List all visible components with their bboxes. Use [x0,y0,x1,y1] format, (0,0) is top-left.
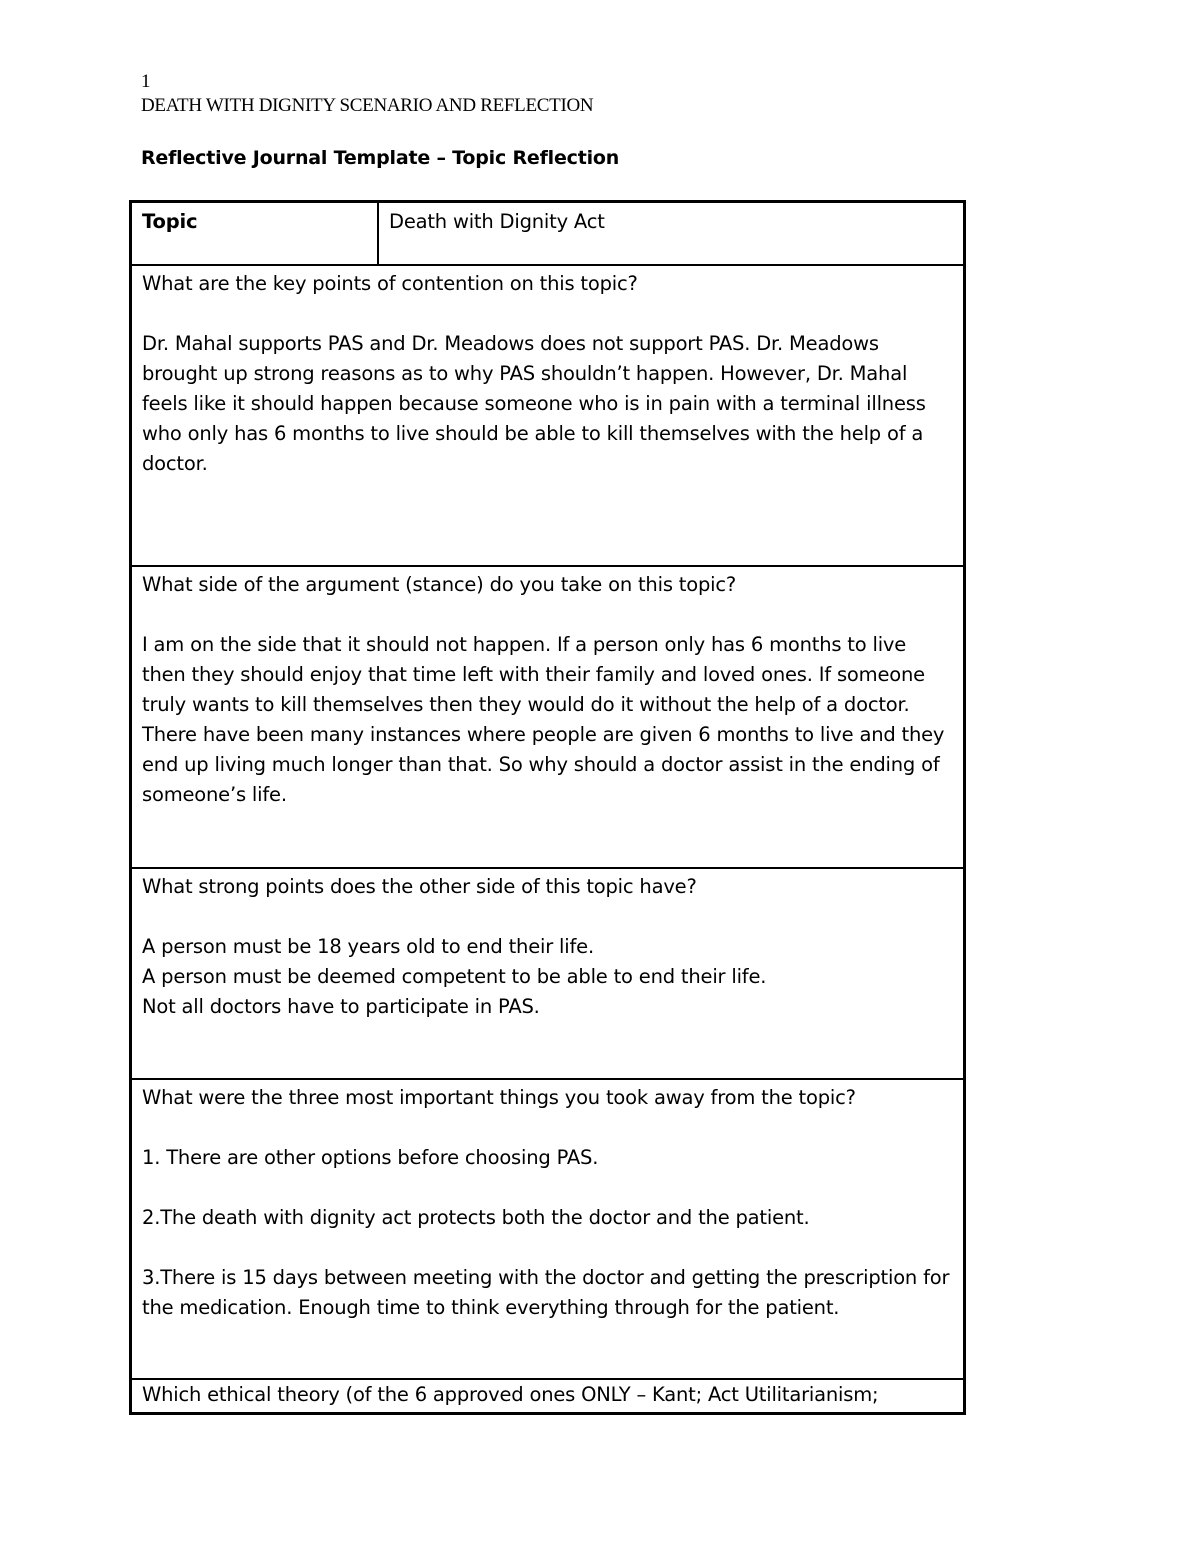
stance-section [132,567,963,869]
ethical-theory-section [132,1380,963,1412]
page-number: 1 [141,71,151,92]
topic-row [132,203,963,266]
takeaway-item: 1. There are other options before choosing PAS. [142,1146,599,1169]
ethical-theory-question: Which ethical theory (of the 6 approved ones ONLY – Kant; Act Utilitarianism; [142,1383,879,1406]
other-side-question: What strong points does the other side of this topic have? [142,875,697,898]
topic-label: Topic [132,203,379,264]
reflective-journal-table [129,200,966,1415]
other-side-point: A person must be 18 years old to end their life. [142,935,594,958]
stance-answer: I am on the side that it should not happen. If a person only has 6 months to live then they should enjoy that time left with their family and loved ones. If someone truly wants to kill themselves then they would do it without the help of a doctor. There have been many instances where people are given 6 months to live and they end up living much longer than that. So why should a doctor assist in the ending of someone’s life. [142,633,945,806]
other-side-point: A person must be deemed competent to be able to end their life. [142,965,767,988]
takeaway-item: 2.The death with dignity act protects both the doctor and the patient. [142,1206,810,1229]
other-side-section [132,869,963,1080]
topic-value: Death with Dignity Act [389,210,605,233]
takeaways-question: What were the three most important things you took away from the topic? [142,1086,856,1109]
running-header [141,70,593,118]
document-title: Reflective Journal Template – Topic Reflection [141,147,620,169]
takeaways-section [132,1080,963,1380]
contention-question: What are the key points of contention on this topic? [142,272,638,295]
other-side-point: Not all doctors have to participate in PAS. [142,995,540,1018]
contention-answer: Dr. Mahal supports PAS and Dr. Meadows does not support PAS. Dr. Meadows brought up strong reasons as to why PAS shouldn’t happen. However, Dr. Mahal feels like it should happen because someone who is in pain with a terminal illness who only has 6 months to live should be able to kill themselves with the help of a doctor. [142,332,926,475]
stance-question: What side of the argument (stance) do you take on this topic? [142,573,737,596]
contention-section [132,266,963,567]
takeaway-item: 3.There is 15 days between meeting with the doctor and getting the prescription for the medication. Enough time to think everything through for the patient. [142,1266,950,1319]
running-title: DEATH WITH DIGNITY SCENARIO AND REFLECTION [141,95,594,116]
